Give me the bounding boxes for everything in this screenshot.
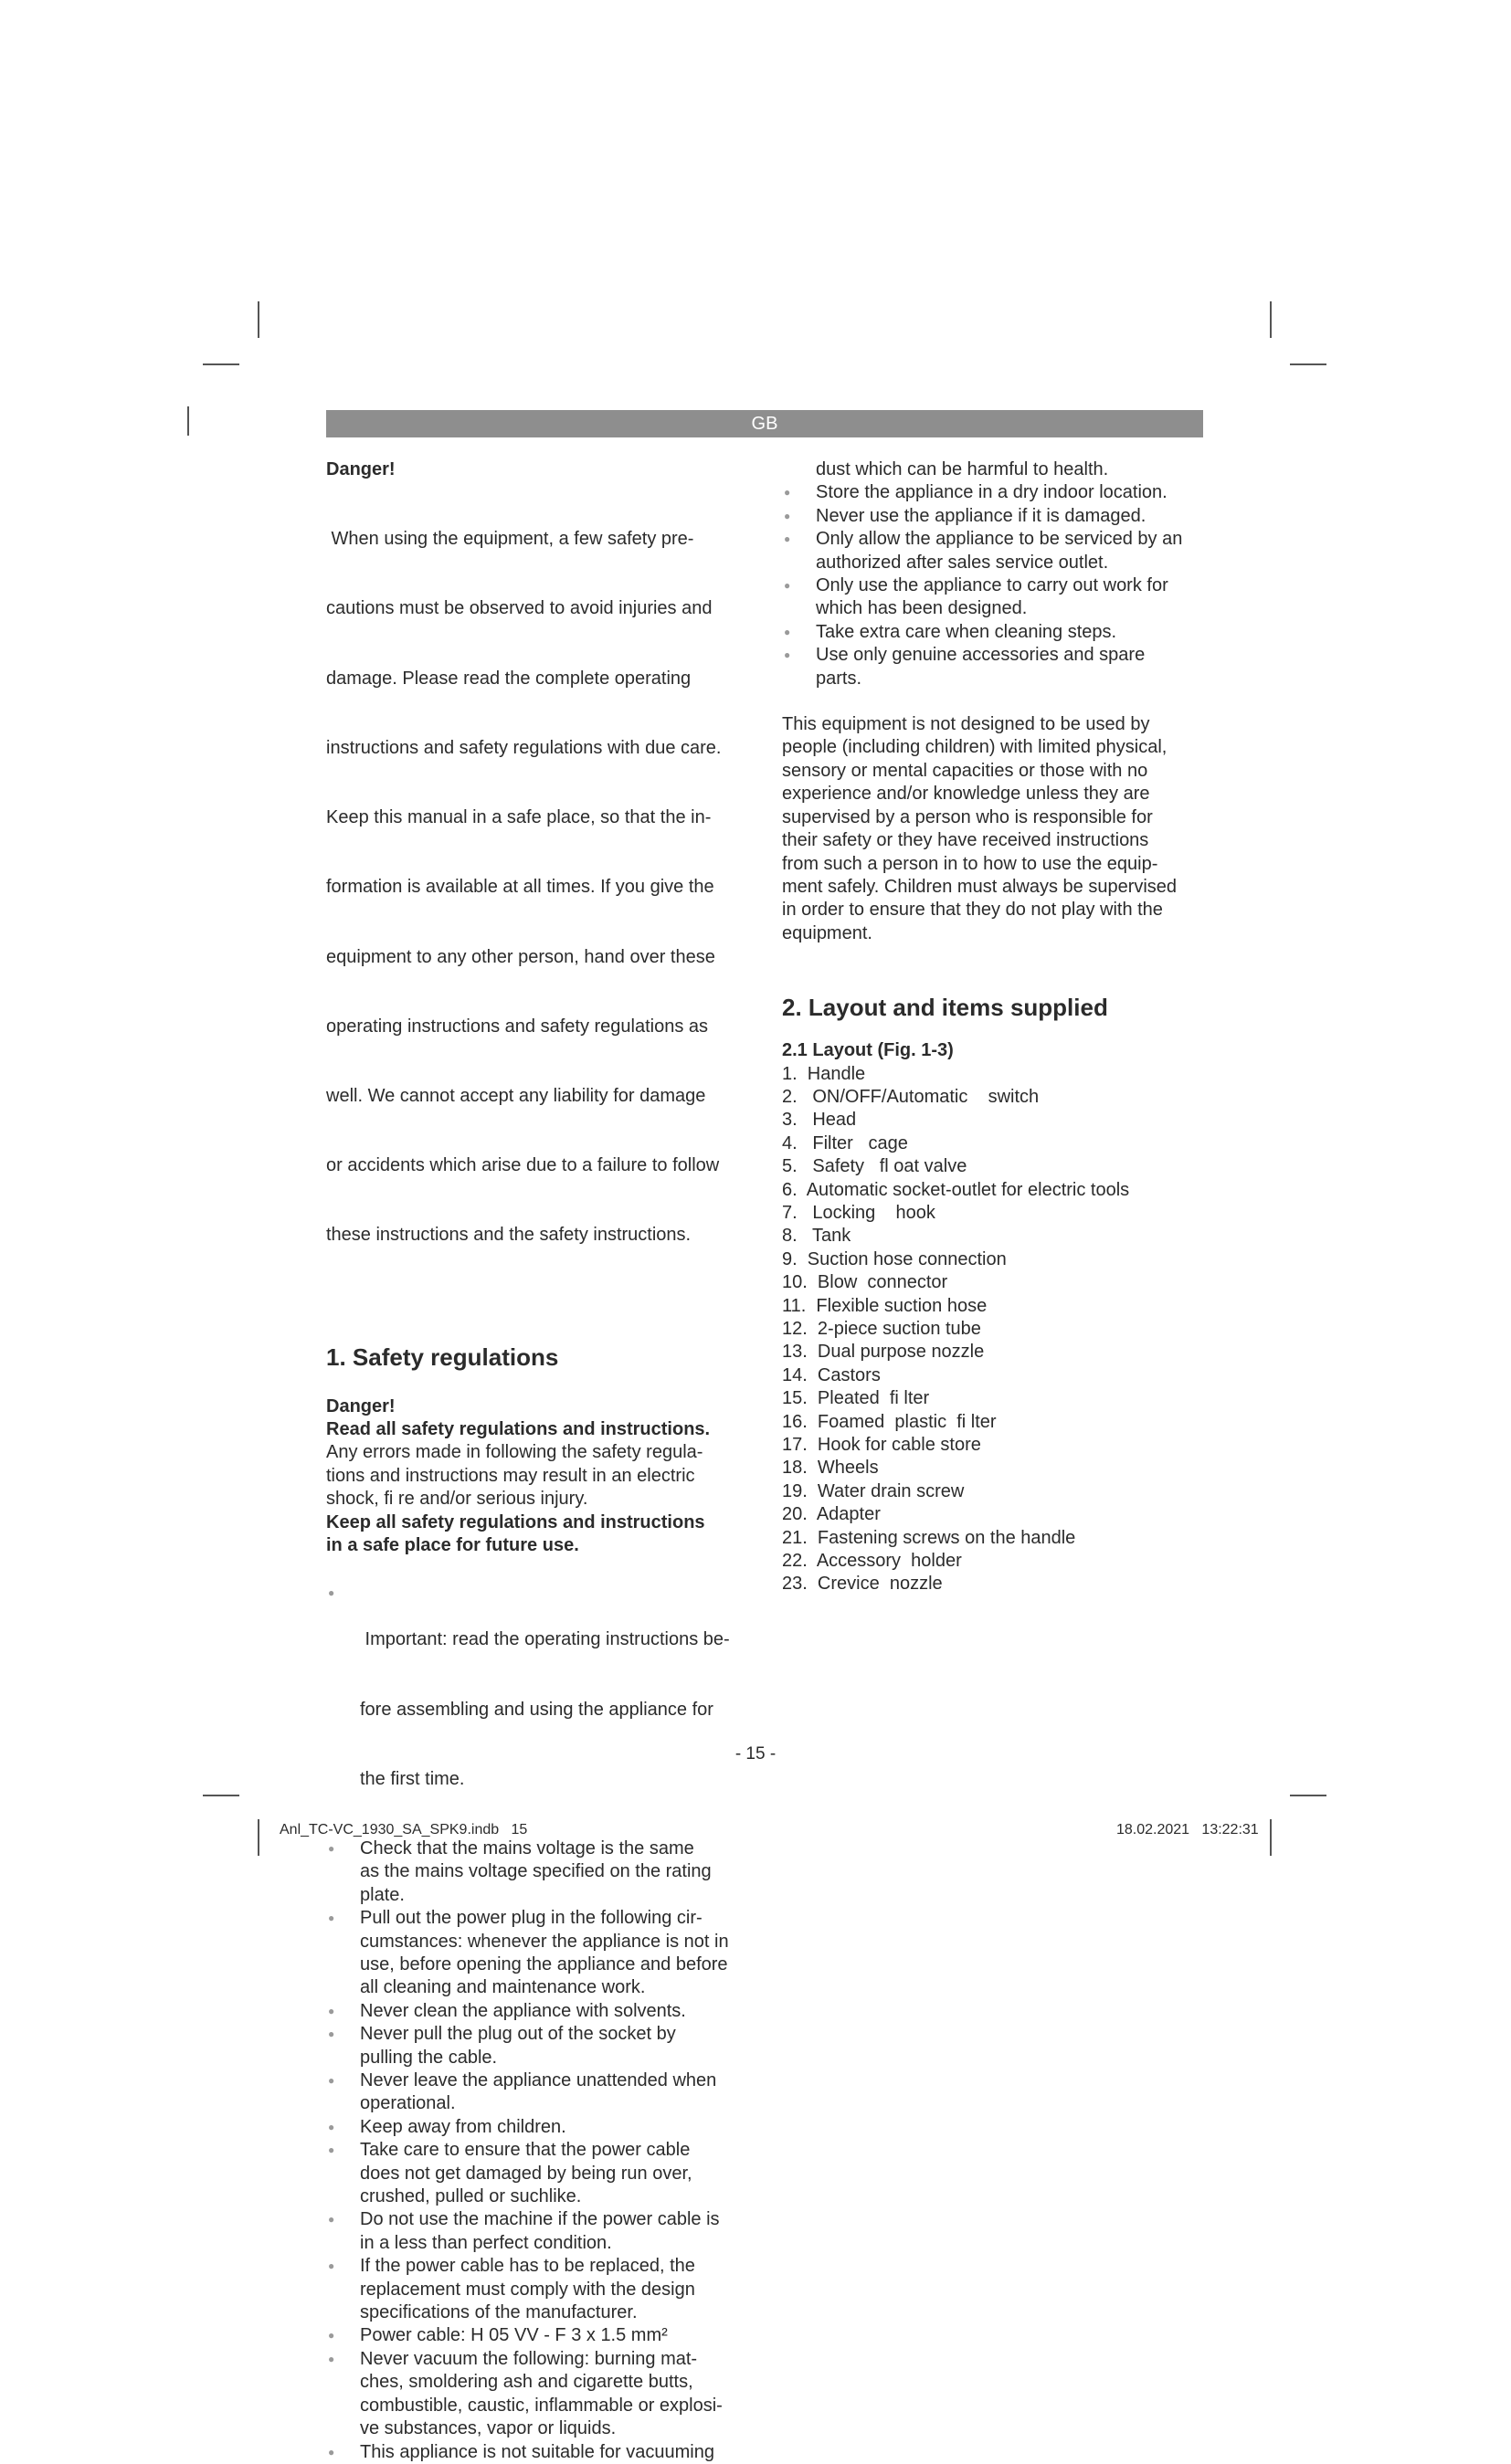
list-item [782, 481, 1204, 504]
text-line: cumstances: whenever the appliance is not in [360, 1931, 729, 1952]
language-code: GB [751, 414, 778, 434]
appliance-bullet-list [782, 481, 1204, 690]
list-item: 12. 2-piece suction tube [782, 1319, 981, 1339]
list-item: 4. Filter cage [782, 1132, 908, 1153]
list-item [326, 1907, 748, 2000]
text-line: does not get damaged by being run over, [360, 2163, 692, 2184]
text-line: ● Never pull the plug out of the socket by [360, 2024, 676, 2045]
text-line: Keep this manual in a safe place, so that the in- [326, 807, 712, 828]
text-line: formation is available at all times. If you give the [326, 877, 714, 898]
list-item: 8. Tank [782, 1226, 851, 1247]
list-item: 2. ON/OFF/Automatic switch [782, 1086, 1040, 1107]
list-item: 6. Automatic socket-outlet for electric tools [782, 1179, 1130, 1200]
list-item [782, 505, 1204, 528]
page-number: - 15 - [734, 1744, 777, 1764]
text-line: ● Store the appliance in a dry indoor location. [816, 482, 1168, 503]
list-item [782, 621, 1204, 644]
text-line: Keep all safety regulations and instructions [326, 1511, 705, 1532]
list-item: 1. Handle [782, 1063, 866, 1084]
list-item [326, 2324, 748, 2347]
text-line: operational. [360, 2093, 456, 2114]
danger-heading-2: Danger! [326, 1395, 396, 1416]
crop-mark [1270, 1819, 1272, 1856]
text-line: in a safe place for future use. [326, 1535, 579, 1556]
text-line: pulling the cable. [360, 2047, 498, 2068]
footer-datetime: 18.02.2021 13:22:31 [1116, 1822, 1259, 1837]
text-line: cautions must be observed to avoid injuries and [326, 598, 713, 619]
text-line: Any errors made in following the safety regula- [326, 1442, 703, 1463]
footer-file-name: Anl_TC-VC_1930_SA_SPK9.indb 15 [280, 1822, 528, 1837]
section-2-title: 2. Layout and items supplied [782, 994, 1108, 1022]
text-line: authorized after sales service outlet. [816, 552, 1109, 573]
text-line: fore assembling and using the appliance for [360, 1699, 713, 1720]
text-line: ve substances, vapor or liquids. [360, 2418, 617, 2439]
text-line: all cleaning and maintenance work. [360, 1977, 646, 1998]
list-item [326, 2441, 748, 2464]
text-line: shock, fi re and/or serious injury. [326, 1489, 588, 1510]
list-item: 20. Adapter [782, 1504, 881, 1525]
text-line: parts. [816, 668, 862, 689]
text-line: damage. Please read the complete operating [326, 668, 692, 689]
text-line: ● Only use the appliance to carry out work for [816, 575, 1168, 596]
section-1-title: 1. Safety regulations [326, 1343, 559, 1371]
list-item: 18. Wheels [782, 1458, 879, 1479]
list-item: 13. Dual purpose nozzle [782, 1342, 985, 1363]
text-line: combustible, caustic, inflammable or explosi- [360, 2395, 723, 2416]
text-line: ● If the power cable has to be replaced, the [360, 2256, 695, 2277]
read-all-heading: Read all safety regulations and instructions. [326, 1419, 711, 1440]
text-line: which has been designed. [816, 598, 1028, 619]
text-line: supervised by a person who is responsible for [782, 806, 1153, 827]
text-line: ● Use only genuine accessories and spare [816, 645, 1146, 666]
text-line: equipment to any other person, hand over these [326, 946, 715, 967]
text-line: ● Never leave the appliance unattended when [360, 2070, 717, 2090]
text-line: ● Take extra care when cleaning steps. [816, 621, 1117, 642]
text-line: from such a person in to how to use the equip- [782, 853, 1158, 874]
danger-heading: Danger! [326, 459, 396, 479]
text-line: ● Important: read the operating instructions be- [360, 1629, 730, 1650]
list-item: 22. Accessory holder [782, 1551, 962, 1572]
text-line: instructions and safety regulations with due care. [326, 737, 722, 758]
language-header-bar [326, 410, 1203, 437]
text-line: or accidents which arise due to a failure to follow [326, 1155, 720, 1176]
crop-mark [203, 1795, 239, 1796]
text-line: in a less than perfect condition. [360, 2232, 612, 2253]
text-line: sensory or mental capacities or those with no [782, 760, 1148, 781]
list-item [326, 2069, 748, 2116]
equipment-paragraph [782, 713, 1204, 945]
text-line: well. We cannot accept any liability for damage [326, 1085, 706, 1106]
list-item: 19. Water drain screw [782, 1480, 965, 1501]
text-line: When using the equipment, a few safety pre- [326, 529, 694, 550]
list-item: 9. Suction hose connection [782, 1248, 1007, 1269]
list-item [326, 2348, 748, 2441]
list-item [326, 2208, 748, 2255]
crop-mark [1290, 363, 1326, 365]
text-line: ● Never clean the appliance with solvents. [360, 2000, 686, 2021]
text-line: ● Never vacuum the following: burning mat- [360, 2348, 698, 2369]
text-line: specifications of the manufacturer. [360, 2302, 638, 2323]
text-line: ment safely. Children must always be supervised [782, 876, 1178, 897]
text-line: these instructions and the safety instructions. [326, 1225, 692, 1246]
text-line: use, before opening the appliance and before [360, 1953, 728, 1974]
subsection-title: 2.1 Layout (Fig. 1-3) [782, 1040, 954, 1061]
text-line: ● This appliance is not suitable for vacuuming [360, 2441, 714, 2462]
list-item [326, 1837, 748, 1907]
list-item [326, 2139, 748, 2208]
list-item: 14. Castors [782, 1364, 881, 1385]
list-item [326, 2116, 748, 2139]
list-item: 21. Fastening screws on the handle [782, 1527, 1076, 1548]
list-item: 15. Pleated fi lter [782, 1388, 930, 1409]
continuation-line: dust which can be harmful to health. [816, 459, 1109, 479]
text-line: ● Only allow the appliance to be serviced by an [816, 529, 1183, 550]
keep-instructions-heading [326, 1511, 748, 1558]
left-column [326, 458, 748, 2464]
crop-mark [258, 301, 259, 338]
intro-paragraph [326, 481, 748, 1293]
text-line: ● Never use the appliance if it is damaged. [816, 505, 1146, 526]
text-line: ● Pull out the power plug in the following cir- [360, 1908, 703, 1929]
crop-mark [1270, 301, 1272, 338]
text-line: This equipment is not designed to be used by [782, 714, 1150, 735]
list-item: 5. Safety fl oat valve [782, 1156, 967, 1177]
text-line: crushed, pulled or suchlike. [360, 2186, 582, 2207]
crop-mark [203, 363, 239, 365]
text-line: experience and/or knowledge unless they are [782, 784, 1150, 805]
text-line: tions and instructions may result in an electric [326, 1465, 695, 1486]
crop-mark [187, 406, 189, 436]
errors-paragraph [326, 1441, 748, 1511]
list-item: 17. Hook for cable store [782, 1435, 981, 1456]
text-line: replacement must comply with the design [360, 2279, 695, 2300]
text-line: ● Power cable: H 05 VV - F 3 x 1.5 mm² [360, 2325, 668, 2346]
text-line: equipment. [782, 922, 872, 943]
crop-mark [1290, 1795, 1326, 1796]
text-line: the first time. [360, 1768, 465, 1789]
list-item: 10. Blow connector [782, 1272, 948, 1293]
text-line: ● Take care to ensure that the power cable [360, 2140, 691, 2161]
list-item [782, 644, 1204, 690]
list-item [326, 2023, 748, 2069]
list-item [782, 528, 1204, 574]
crop-mark [258, 1819, 259, 1856]
list-item [782, 574, 1204, 621]
text-line: people (including children) with limited physical, [782, 737, 1168, 758]
list-item: 3. Head [782, 1110, 857, 1131]
list-item: 7. Locking hook [782, 1202, 935, 1223]
list-item [326, 1582, 748, 1837]
list-item: 11. Flexible suction hose [782, 1295, 988, 1316]
text-line: operating instructions and safety regulations as [326, 1016, 709, 1037]
text-line: ● Do not use the machine if the power cable is [360, 2209, 720, 2230]
list-item: 23. Crevice nozzle [782, 1574, 943, 1595]
text-line: in order to ensure that they do not play with the [782, 900, 1163, 921]
text-line: ● Check that the mains voltage is the same [360, 1837, 694, 1859]
right-column [782, 458, 1204, 1596]
list-item [326, 2000, 748, 2023]
safety-bullet-list [326, 1582, 748, 2463]
text-line: as the mains voltage specified on the rating [360, 1861, 712, 1882]
text-line: ● Keep away from children. [360, 2116, 566, 2137]
list-item: 16. Foamed plastic fi lter [782, 1411, 997, 1432]
text-line: ches, smoldering ash and cigarette butts, [360, 2372, 693, 2393]
text-line: their safety or they have received instructions [782, 830, 1149, 851]
list-item [326, 2255, 748, 2324]
layout-items-list [782, 1063, 1204, 1596]
text-line: plate. [360, 1884, 405, 1905]
